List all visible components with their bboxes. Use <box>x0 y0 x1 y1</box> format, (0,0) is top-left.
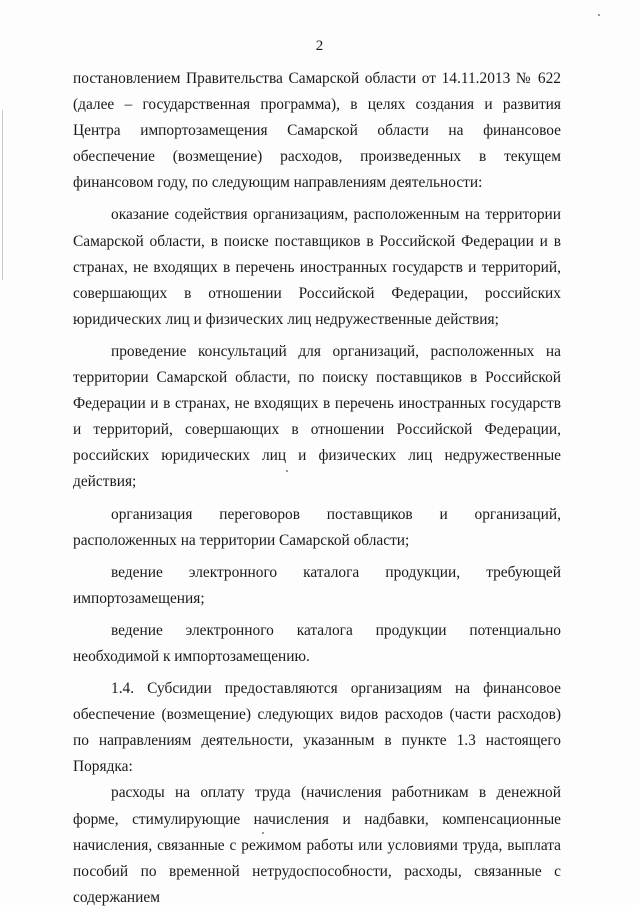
paragraph-consultations: проведение консультаций для организаций, расположенных на территории Самарской области, по поиску поставщиков в Российской Федерации и в странах, не входящих в перечень иностранных государств и территорий, совершающих в отношении Российской Федерации, российских юридических лиц и физических лиц недружественные действия; <box>73 342 561 491</box>
document-body <box>73 66 561 911</box>
paragraph-labor-costs: расходы на оплату труда (начисления работникам в денежной форме, стимулирующие начисления и надбавки, компенсационные начисления, связанные с режимом работы или условиями труда, выплата пособий по временной нетрудоспособности, расходы, связанные с содержанием <box>73 784 561 906</box>
scan-speck <box>598 14 600 16</box>
paragraph-negotiations: организация переговоров поставщиков и организаций, расположенных на территории Самарской области; <box>73 505 561 549</box>
scan-edge-mark <box>2 110 3 280</box>
paragraph-catalog-required: ведение электронного каталога продукции, требующей импортозамещения; <box>73 563 561 607</box>
paragraph-intro: постановлением Правительства Самарской области от 14.11.2013 № 622 (далее – государственная программа), в целях создания и развития Центра импортозамещения Самарской области на финансовое обеспечение (возмещение) расходов, произведенных в текущем финансовом году, по следующим направлениям деятельности: <box>73 70 561 192</box>
paragraph-section-1-4: 1.4. Субсидии предоставляются организациям на финансовое обеспечение (возмещение) следующих видов расходов (части расходов) по направлениям деятельности, указанным в пункте 1.3 настоящего Порядка: <box>73 680 561 776</box>
paragraph-assistance: оказание содействия организациям, расположенным на территории Самарской области, в поиске поставщиков в Российской Федерации и в странах, не входящих в перечень иностранных государств и территорий, совершающих в отношении Российской Федерации, российских юридических лиц и физических лиц недружественные действия; <box>73 206 561 328</box>
paragraph-catalog-potential: ведение электронного каталога продукции потенциально необходимой к импортозамещению. <box>73 621 561 665</box>
page-number: 2 <box>315 38 324 54</box>
